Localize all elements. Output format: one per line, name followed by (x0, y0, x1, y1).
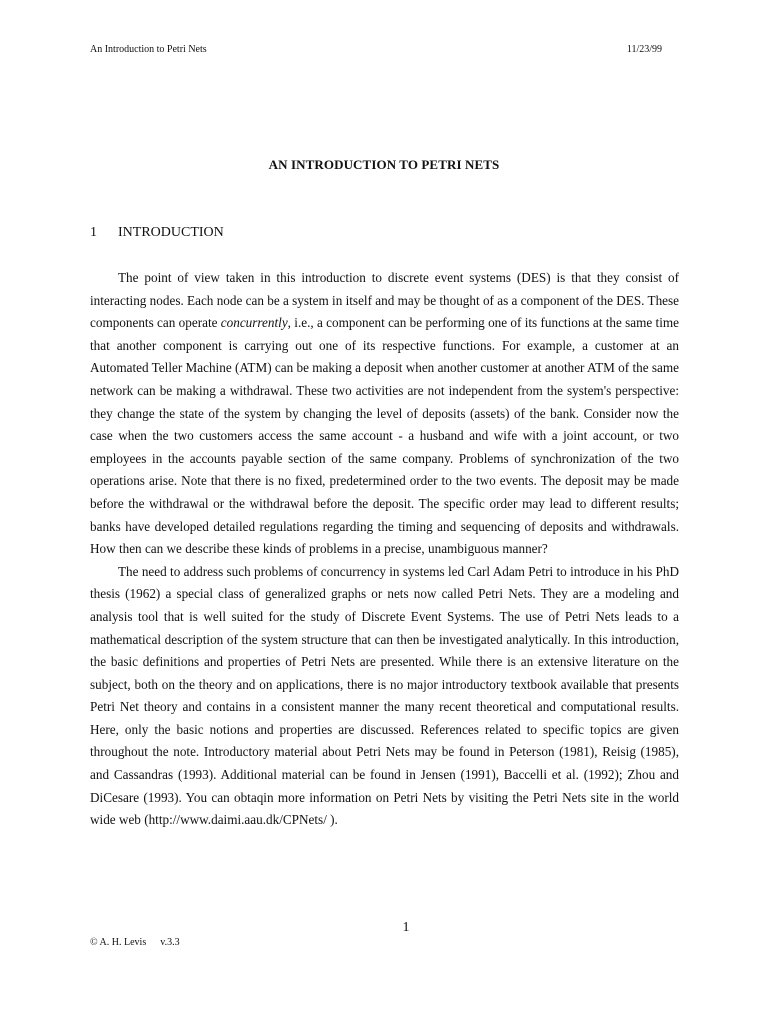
page-number: 1 (402, 920, 410, 935)
emphasis-concurrently: concurrently (220, 315, 288, 331)
body-text (90, 267, 679, 832)
section-heading (90, 225, 224, 241)
footer-version: v.3.3 (160, 937, 180, 948)
paragraph-2: The need to address such problems of concurrency in systems led Carl Adam Petri to introduce in his PhD thesis (1962) a special class of generalized graphs or nets now called Petri Nets. They are a modeling and analysis tool that is well suited for the study of Discrete Event Systems. The use of Petri Nets leads to a mathematical description of the system structure that can then be investigated analytically. In this introduction, the basic definitions and properties of Petri Nets are presented. While there is an extensive literature on the subject, both on the theory and on applications, there is no major introductory textbook available that presents Petri Net theory and contains in a consistent manner the many recent theoretical and computational results. Here, only the basic notions and properties are discussed. References related to specific topics are given throughout the note. Introductory material about Petri Nets may be found in Peterson (1981), Reisig (1985), and Cassandras (1993). Additional material can be found in Jensen (1991), Baccelli et al. (1992); Zhou and DiCesare (1993). You can obtaqin more information on Petri Nets by visiting the Petri Nets site in the world wide web (http://www.daimi.aau.dk/CPNets/ ). (90, 563, 679, 828)
paragraph-1-part-b: , i.e., a component can be performing one of its functions at the same time that another component is carrying out one of its respective functions. For example, a customer at an Automated Teller Machine (ATM) can be making a deposit when another customer at another ATM of the same network can be making a withdrawal. These two activities are not independent from the system's perspective: they change the state of the system by changing the level of deposits (assets) of the bank. Consider now the case when the two customers access the same account - a husband and wife with a joint account, or two employees in the accounts payable section of the same company. Problems of synchronization of the two operations arise. Note that there is no fixed, predetermined order to the two events. The deposit may be made before the withdrawal or the withdrawal before the deposit. The specific order may lead to different results; banks have developed detailed regulations regarding the timing and sequencing of deposits and withdrawals. How then can we describe these kinds of problems in a precise, unambiguous manner? (90, 315, 679, 557)
paragraph-1 (90, 267, 679, 561)
document-title: AN INTRODUCTION TO PETRI NETS (268, 157, 500, 172)
running-header (90, 44, 662, 55)
footer (90, 937, 180, 948)
header-date: 11/23/99 (626, 44, 662, 55)
paragraph-1-part-a: The point of view taken in this introduction to discrete event systems (DES) is that they consist of interacting nodes. Each node can be a system in itself and may be thought of as a component of the DES. These components can operate (90, 270, 680, 331)
footer-author: © A. H. Levis (90, 937, 147, 948)
header-title: An Introduction to Petri Nets (90, 44, 207, 55)
section-number: 1 (90, 225, 97, 240)
section-title: INTRODUCTION (118, 225, 224, 240)
